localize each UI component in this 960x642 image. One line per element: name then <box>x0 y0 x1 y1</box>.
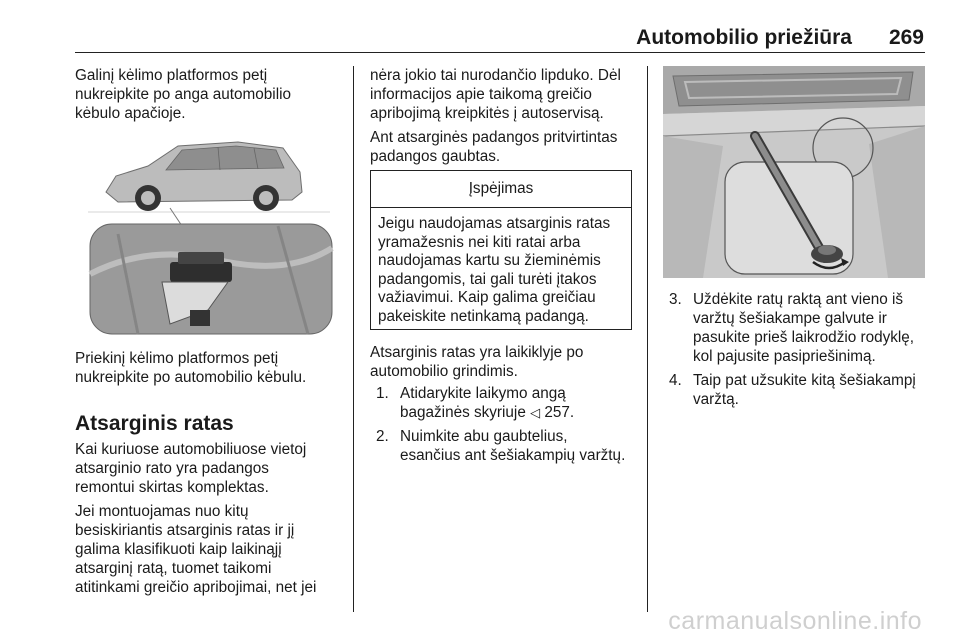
page-number: 269 <box>888 26 924 49</box>
right-steps-list <box>669 290 916 409</box>
located-line-1: Atsarginis ratas yra laikiklyje po <box>370 344 584 361</box>
step-3-line-1: Uždėkite ratų raktą ant vieno iš <box>693 291 904 308</box>
intro-line-2: nukreipkite po anga automobilio <box>75 86 292 103</box>
warning-line-2: yramažesnis nei kiti ratai arba <box>378 233 581 251</box>
step-2-line-1: Nuimkite abu gaubtelius, <box>400 428 568 445</box>
page-ref-arrow-icon: ◁ <box>530 405 541 420</box>
car-lift-figure <box>78 134 340 342</box>
warning-title: Įspėjimas <box>371 171 631 208</box>
step-1-line-2 <box>400 403 625 422</box>
para2-line-5: atitinkami greičio apribojimai, net jei <box>75 579 317 596</box>
warning-body <box>371 208 631 326</box>
after-figure-line-1: Priekinį kėlimo platformos petį <box>75 350 279 367</box>
step-4 <box>669 371 916 409</box>
watermark: carmanualsonline.info <box>668 607 922 635</box>
intro-line-1: Galinį kėlimo platformos petį <box>75 67 268 84</box>
para2-line-4: atsarginį ratą, tuomet taikomi <box>75 560 272 577</box>
step-4-number: 4. <box>669 372 682 389</box>
warning-line-3: naudojamas kartu su žieminėmis <box>378 252 601 269</box>
step-1-number: 1. <box>376 385 389 402</box>
warning-line-4: padangomis, tai gali turėti įtakos <box>378 270 597 288</box>
para2-line-1: Jei montuojamas nuo kitų <box>75 503 249 520</box>
step-1-line-2-text: bagažinės skyriuje <box>400 404 526 421</box>
after-figure-line-2: nukreipkite po automobilio kėbulu. <box>75 369 307 386</box>
step-2 <box>376 427 625 465</box>
step-3 <box>669 290 916 366</box>
mount-line-2: padangos gaubtas. <box>370 148 501 165</box>
warning-box <box>370 170 632 330</box>
step-3-line-2: varžtų šešiakampe galvute ir <box>693 310 887 327</box>
mid-top-line-3: apribojimą kreipkitės į autoservisą. <box>370 105 604 122</box>
step-1 <box>376 384 625 422</box>
wrench-bolt-figure <box>663 66 925 278</box>
step-3-line-4: kol pajusite pasipriešinimą. <box>693 348 876 365</box>
section-heading: Atsarginis ratas <box>75 412 234 435</box>
warning-line-1: Jeigu naudojamas atsarginis ratas <box>378 215 611 232</box>
page-ref-link[interactable]: 257. <box>544 404 575 421</box>
para1-line-1: Kai kuriuose automobiliuose vietoj <box>75 441 307 458</box>
step-3-number: 3. <box>669 291 682 308</box>
step-4-line-1: Taip pat užsukite kitą šešiakampį <box>693 372 916 389</box>
header-rule <box>75 52 925 53</box>
step-1-line-1: Atidarykite laikymo angą <box>400 385 566 402</box>
column-divider-1 <box>353 66 354 612</box>
para2-line-2: besiskiriantis atsarginis ratas ir jį <box>75 522 295 539</box>
step-3-line-3: pasukite prieš laikrodžio rodyklę, <box>693 329 915 346</box>
step-2-line-2: esančius ant šešiakampių varžtų. <box>400 447 626 464</box>
step-4-line-2: varžtą. <box>693 391 739 408</box>
mid-top-line-1: nėra jokio tai nurodančio lipduko. Dėl <box>370 67 621 84</box>
warning-line-5: važiavimui. Kaip galima greičiau <box>378 289 596 306</box>
located-line-2: automobilio grindimis. <box>370 363 518 380</box>
step-2-number: 2. <box>376 428 389 445</box>
para1-line-2: atsarginio rato yra padangos <box>75 460 269 477</box>
lift-arm-detail <box>90 224 332 334</box>
column-divider-2 <box>647 66 648 612</box>
header-title: Automobilio priežiūra <box>636 26 852 49</box>
mid-steps-list <box>376 384 625 465</box>
warning-line-6: pakeiskite netinkamą padangą. <box>378 307 589 325</box>
para2-line-3: galima klasifikuoti kaip laikinąjį <box>75 541 282 558</box>
para1-line-3: remontui skirtas komplektas. <box>75 479 269 496</box>
intro-line-3: kėbulo apačioje. <box>75 105 186 122</box>
mount-line-1: Ant atsarginės padangos pritvirtintas <box>370 129 618 146</box>
mid-top-line-2: informacijos apie taikomą greičio <box>370 86 592 103</box>
